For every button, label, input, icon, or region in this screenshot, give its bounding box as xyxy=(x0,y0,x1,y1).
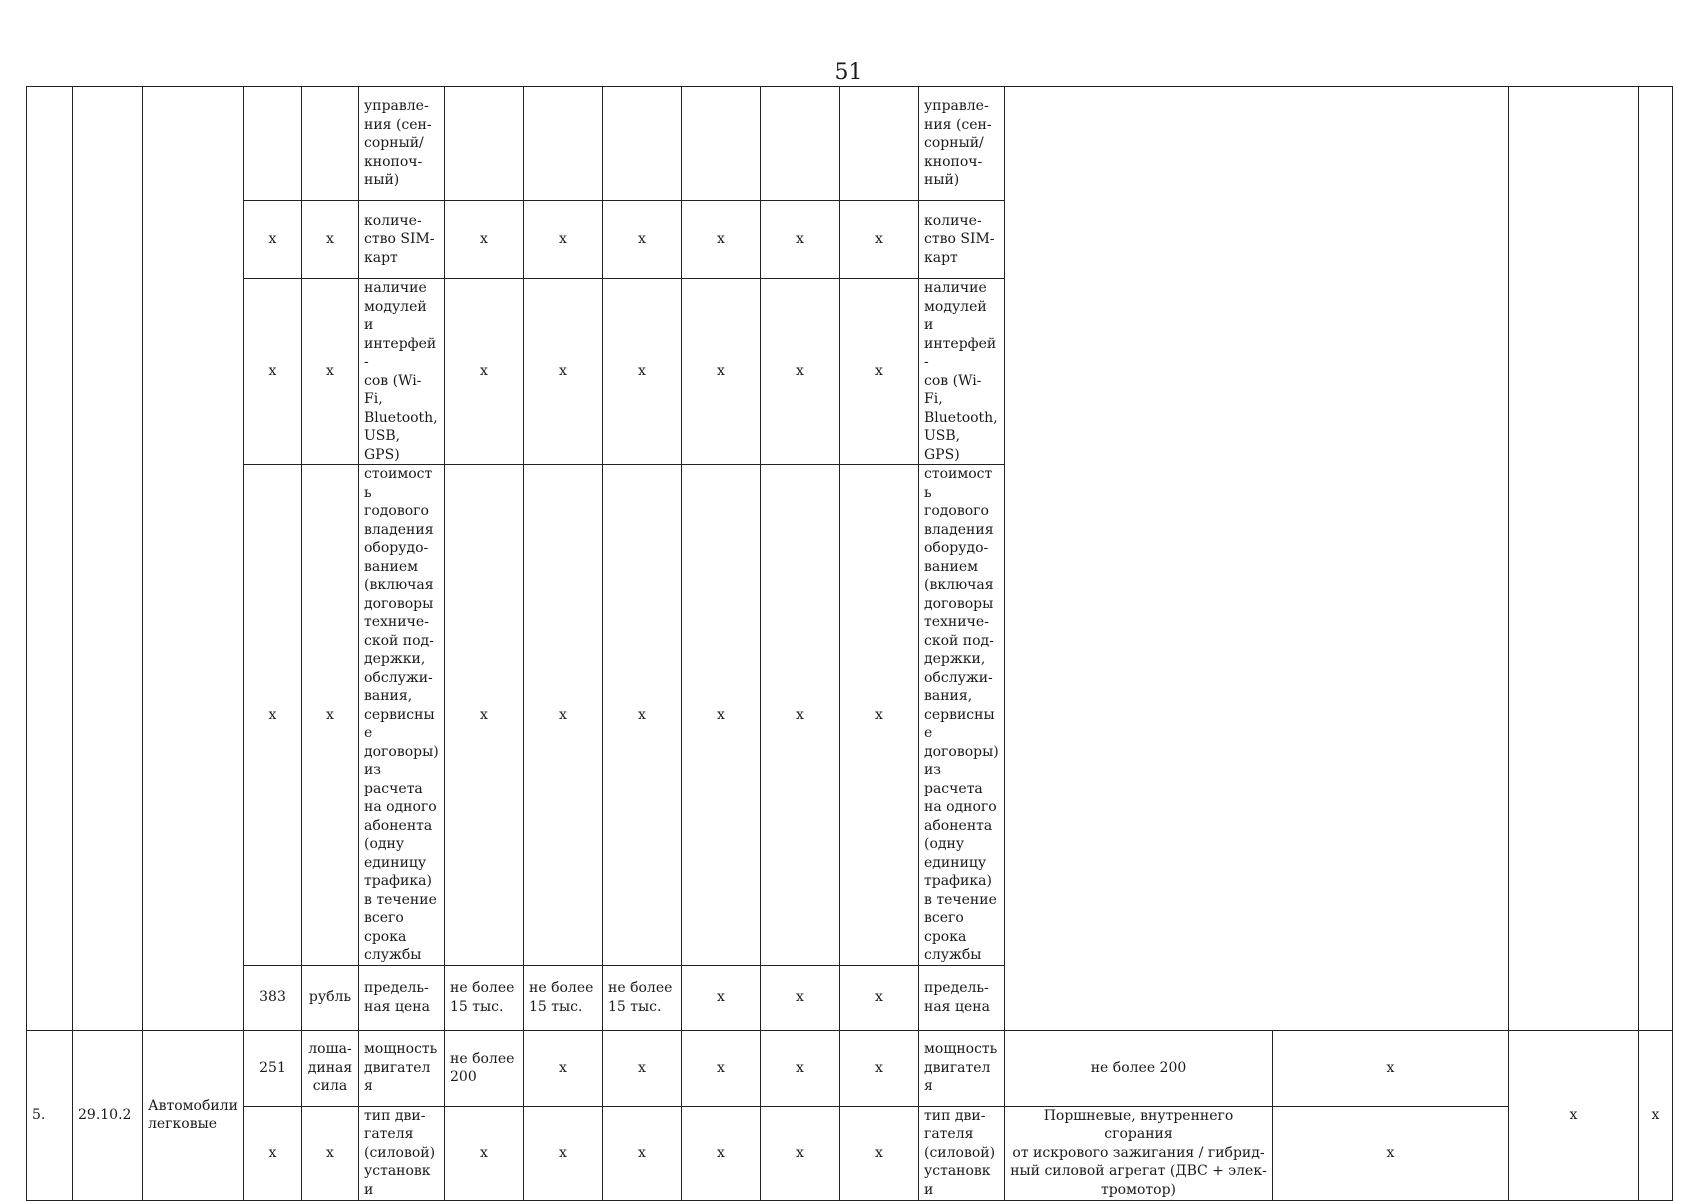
cell-characteristic-approved: наличие модулей и интерфей- сов (Wi- Fi, Bluetooth, USB, GPS) xyxy=(919,279,1005,465)
cell-okei-code: 251 xyxy=(244,1030,302,1106)
cell-item-name: Автомобили легковые xyxy=(143,1030,244,1200)
cell-empty xyxy=(682,87,761,201)
cell-characteristic-approved: количе- ство SIM- карт xyxy=(919,201,1005,279)
cell-characteristic-approved: управле- ния (сен- сорный/ кнопоч- ный) xyxy=(919,87,1005,201)
cell-characteristic: наличие модулей и интерфей- сов (Wi- Fi, Bluetooth, USB, GPS) xyxy=(359,279,445,465)
cell-empty xyxy=(524,87,603,201)
cell-x: x xyxy=(840,1106,919,1200)
cell-unit: лоша- диная сила xyxy=(302,1030,359,1106)
cell-x: x xyxy=(524,465,603,966)
cell-x: x xyxy=(244,201,302,279)
cell-x: x xyxy=(840,279,919,465)
table-row xyxy=(27,87,1673,201)
cell-x: x xyxy=(302,279,359,465)
cell-characteristic-approved: стоимость годового владения оборудо- ванием (включая договоры техниче- ской под- держки, обслужи- вания, сервисные договоры) из расчета на одного абонента (одну единицу трафика) в течение всего срока службы xyxy=(919,465,1005,966)
cell-characteristic-approved: тип дви- гателя (силовой) установки xyxy=(919,1106,1005,1200)
cell-x: x xyxy=(603,201,682,279)
cell-characteristic: тип дви- гателя (силовой) установки xyxy=(359,1106,445,1200)
cell-x: x xyxy=(840,201,919,279)
cell-x: x xyxy=(445,201,524,279)
cell-extra-empty xyxy=(1509,87,1639,1031)
cell-x: x xyxy=(840,965,919,1030)
cell-extra2-empty xyxy=(1639,87,1673,1031)
requirements-table xyxy=(26,86,1673,1201)
cell-x: x xyxy=(761,1030,840,1106)
cell-value: не более 15 тыс. xyxy=(603,965,682,1030)
cell-x: x xyxy=(603,465,682,966)
cell-value: не более 15 тыс. xyxy=(445,965,524,1030)
cell-x: x xyxy=(603,1106,682,1200)
page-number: 51 xyxy=(834,60,863,85)
cell-x: x xyxy=(1639,1030,1673,1200)
cell-x: x xyxy=(682,965,761,1030)
cell-x: x xyxy=(682,279,761,465)
cell-empty xyxy=(761,87,840,201)
cell-x: x xyxy=(682,465,761,966)
cell-x: x xyxy=(524,1030,603,1106)
cell-characteristic: количе- ство SIM- карт xyxy=(359,201,445,279)
cell-x: x xyxy=(524,201,603,279)
cell-x: x xyxy=(244,465,302,966)
cell-characteristic: управле- ния (сен- сорный/ кнопоч- ный) xyxy=(359,87,445,201)
cell-item-number: 5. xyxy=(27,1030,73,1200)
cell-x: x xyxy=(761,201,840,279)
cell-x: x xyxy=(682,1030,761,1106)
cell-characteristic-approved: мощность двигателя xyxy=(919,1030,1005,1106)
cell-unit-empty xyxy=(302,87,359,201)
cell-x: x xyxy=(445,1106,524,1200)
table-row xyxy=(27,1106,1673,1200)
cell-num-empty xyxy=(27,87,73,1031)
cell-characteristic: стоимость годового владения оборудо- ванием (включая договоры техниче- ской под- держки, обслужи- вания, сервисные договоры) из расчета на одного абонента (одну единицу трафика) в течение всего срока службы xyxy=(359,465,445,966)
cell-empty xyxy=(445,87,524,201)
cell-okpd-empty xyxy=(73,87,143,1031)
cell-x: x xyxy=(244,279,302,465)
cell-value: не более 200 xyxy=(445,1030,524,1106)
cell-x: x xyxy=(761,965,840,1030)
cell-x: x xyxy=(1509,1030,1639,1200)
cell-empty xyxy=(840,87,919,201)
cell-x: x xyxy=(1273,1030,1509,1106)
cell-x: x xyxy=(244,1106,302,1200)
cell-x: x xyxy=(603,279,682,465)
cell-x: x xyxy=(682,1106,761,1200)
cell-x: x xyxy=(302,201,359,279)
cell-approved-value: не более 200 xyxy=(1005,1030,1273,1106)
cell-okei-code: 383 xyxy=(244,965,302,1030)
cell-x: x xyxy=(682,201,761,279)
cell-okpd-code: 29.10.2 xyxy=(73,1030,143,1200)
cell-x: x xyxy=(445,279,524,465)
cell-approved-empty xyxy=(1005,87,1509,1031)
cell-approved-value: Поршневые, внутреннего сгорания от искрового зажигания / гибрид- ный силовой агрегат (ДВС + элек- тромотор) xyxy=(1005,1106,1273,1200)
cell-x: x xyxy=(1273,1106,1509,1200)
cell-empty xyxy=(603,87,682,201)
cell-x: x xyxy=(840,1030,919,1106)
cell-x: x xyxy=(524,1106,603,1200)
cell-x: x xyxy=(302,465,359,966)
cell-x: x xyxy=(603,1030,682,1106)
table-row xyxy=(27,1030,1673,1106)
cell-x: x xyxy=(302,1106,359,1200)
cell-characteristic: мощность двигателя xyxy=(359,1030,445,1106)
cell-characteristic: предель- ная цена xyxy=(359,965,445,1030)
cell-characteristic-approved: предель- ная цена xyxy=(919,965,1005,1030)
cell-x: x xyxy=(761,465,840,966)
cell-name-empty xyxy=(143,87,244,1031)
cell-x: x xyxy=(840,465,919,966)
cell-x: x xyxy=(445,465,524,966)
cell-x: x xyxy=(524,279,603,465)
cell-x: x xyxy=(761,279,840,465)
cell-x: x xyxy=(761,1106,840,1200)
cell-unit: рубль xyxy=(302,965,359,1030)
cell-value: не более 15 тыс. xyxy=(524,965,603,1030)
cell-okei-empty xyxy=(244,87,302,201)
